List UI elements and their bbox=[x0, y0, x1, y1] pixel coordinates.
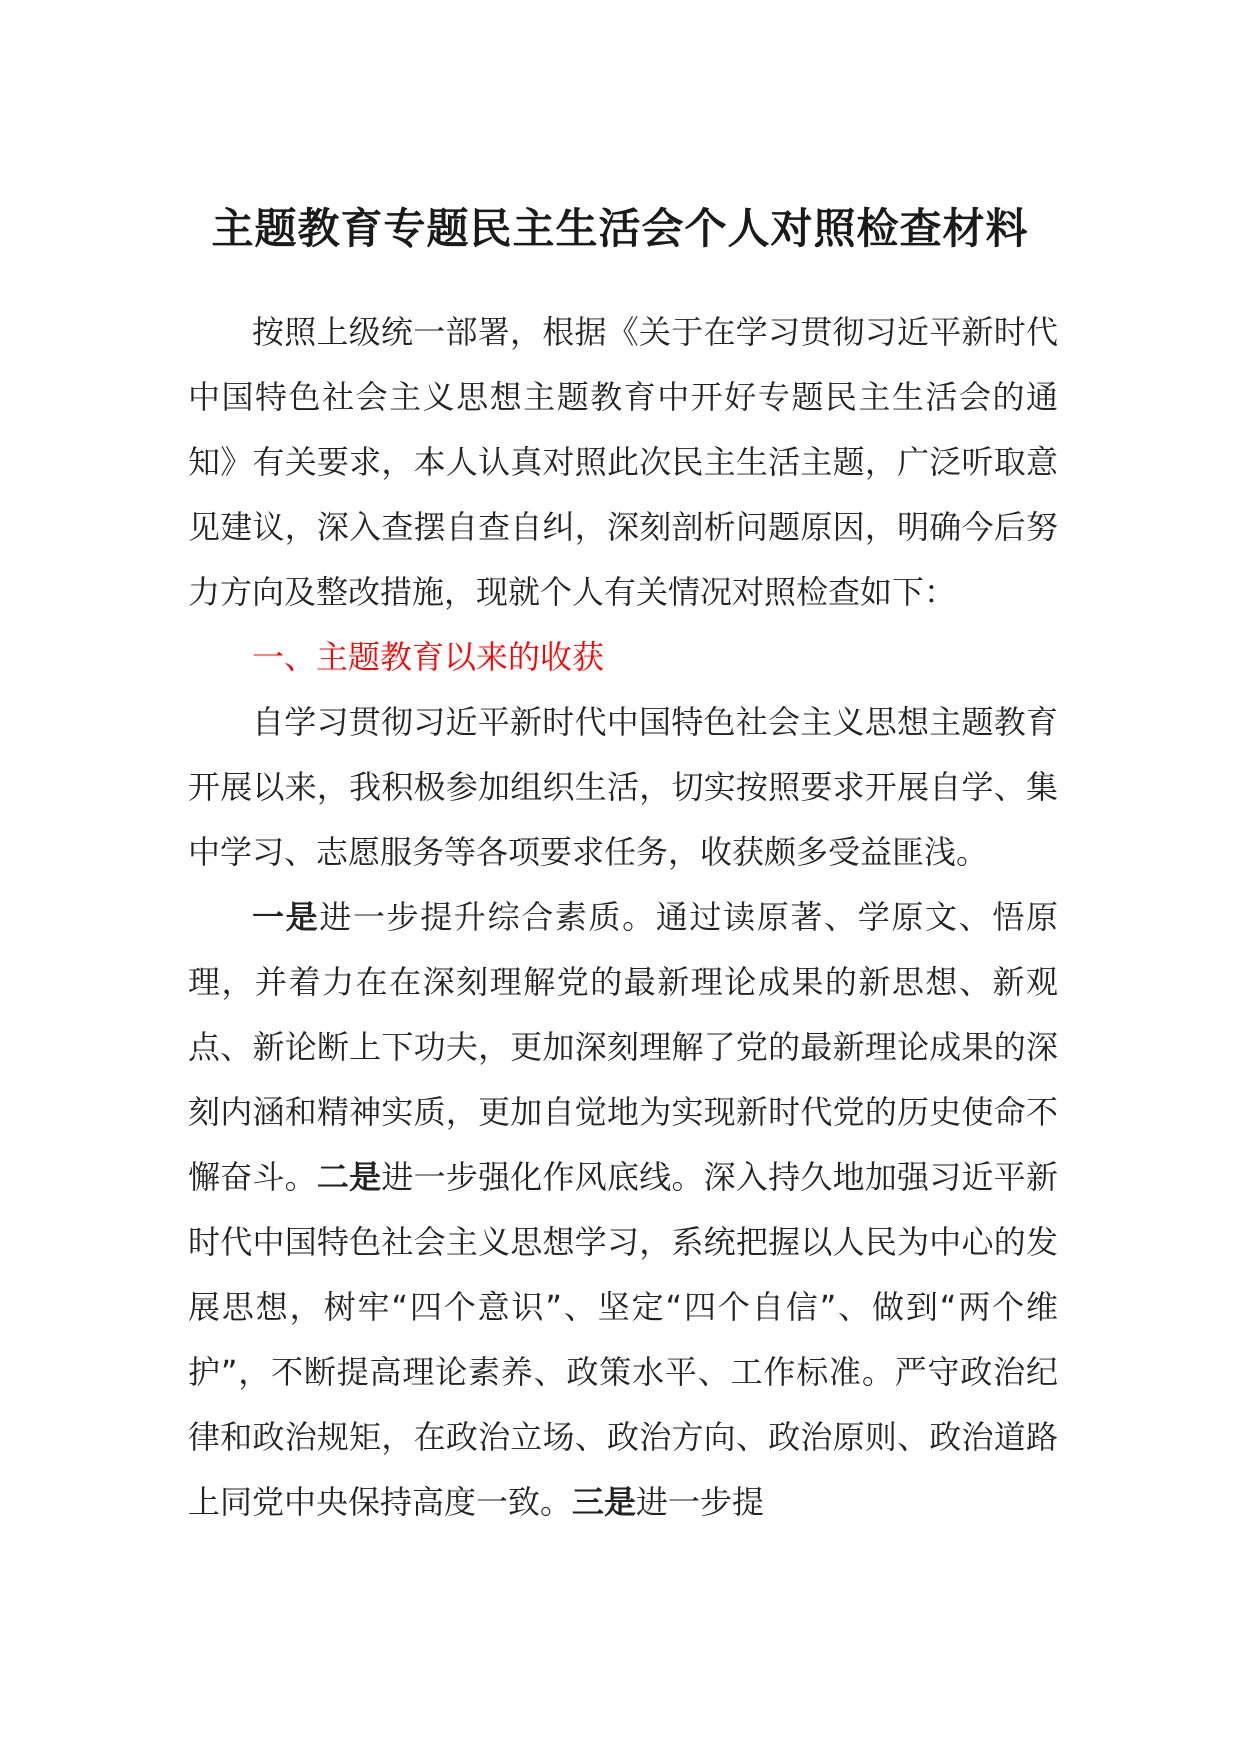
item-2-label: 二是 bbox=[316, 1158, 382, 1196]
achievements-paragraph bbox=[188, 885, 1058, 1535]
document-body bbox=[188, 300, 1058, 1535]
item-2-text: 进一步强化作风底线。深入持久地加强习近平新时代中国特色社会主义思想学习，系统把握以人民为中心的发展思想，树牢“四个意识”、坚定“四个自信”、做到“两个维护”，不断提高理论素养、政策水平、工作标准。严守政治纪律和政治规矩，在政治立场、政治方向、政治原则、政治道路上同党中央保持高度一致。 bbox=[188, 1158, 1058, 1521]
item-1-label: 一是 bbox=[252, 898, 320, 936]
document-title: 主题教育专题民主生活会个人对照检查材料 bbox=[211, 204, 1029, 253]
item-3-text: 进一步提 bbox=[636, 1483, 765, 1521]
item-1-text: 进一步提升综合素质。通过读原著、学原文、悟原理，并着力在在深刻理解党的最新理论成果的新思想、新观点、新论断上下功夫，更加深刻理解了党的最新理论成果的深刻内涵和精神实质，更加自觉地为实现新时代党的历史使命不懈奋斗。 bbox=[188, 898, 1058, 1196]
section-heading: 一、主题教育以来的收获 bbox=[252, 638, 605, 676]
intro-paragraph: 按照上级统一部署，根据《关于在学习贯彻习近平新时代中国特色社会主义思想主题教育中开好专题民主生活会的通知》有关要求，本人认真对照此次民主生活主题，广泛听取意见建议，深入查摆自查自纠，深刻剖析问题原因，明确今后努力方向及整改措施，现就个人有关情况对照检查如下： bbox=[188, 313, 1058, 611]
section-summary-paragraph: 自学习贯彻习近平新时代中国特色社会主义思想主题教育开展以来，我积极参加组织生活，切实按照要求开展自学、集中学习、志愿服务等各项要求任务，收获颇多受益匪浅。 bbox=[188, 703, 1058, 871]
item-3-label: 三是 bbox=[572, 1483, 637, 1521]
